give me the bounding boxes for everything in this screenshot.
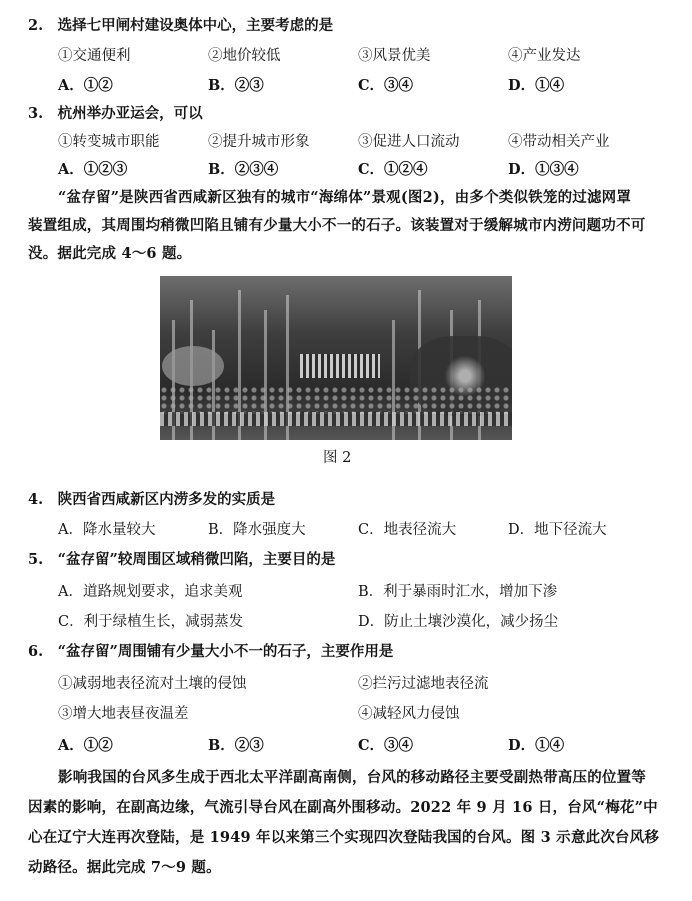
question-2-stem: 2. 选择七甲闸村建设奥体中心，主要考虑的是 <box>28 17 334 34</box>
question-5-stem: 5. “盆存留”较周围区域稍微凹陷，主要目的是 <box>28 551 336 568</box>
q6-option-b: B．②③ <box>208 737 264 754</box>
q3-item-2: ②提升城市形象 <box>208 134 310 150</box>
figure-2-caption: 图 2 <box>323 450 352 466</box>
passage-2-line-4: 动路径。据此完成 7～9 题。 <box>28 859 221 876</box>
figure-2-photo <box>160 276 512 440</box>
q2-option-d: D．①④ <box>508 77 565 94</box>
q3-option-c: C．①②④ <box>358 161 428 178</box>
passage-1-line-3: 没。据此完成 4～6 题。 <box>28 245 192 262</box>
q5-option-b: B．利于暴雨时汇水，增加下渗 <box>358 584 558 600</box>
q3-item-4: ④带动相关产业 <box>508 134 610 150</box>
q2-option-a: A．①② <box>58 77 113 94</box>
q4-option-d: D．地下径流大 <box>508 522 607 538</box>
q6-option-d: D．①④ <box>508 737 565 754</box>
q5-option-a: A．道路规划要求，追求美观 <box>58 584 243 600</box>
q2-item-4: ④产业发达 <box>508 48 581 64</box>
passage-2-line-1: 影响我国的台风多生成于西北太平洋副高南侧，台风的移动路径主要受副热带高压的位置等 <box>58 769 646 786</box>
passage-2-line-2: 因素的影响，在副高边缘，气流引导台风在副高外围移动。2022 年 9 月 16 日，台风“梅花”中 <box>28 799 658 816</box>
question-4-stem: 4. 陕西省西咸新区内涝多发的实质是 <box>28 491 276 508</box>
q3-option-b: B．②③④ <box>208 161 279 178</box>
question-6-stem: 6. “盆存留”周围铺有少量大小不一的石子，主要作用是 <box>28 643 394 660</box>
q4-option-b: B．降水强度大 <box>208 522 306 538</box>
passage-2-line-3: 心在辽宁大连再次登陆，是 1949 年以来第三个实现四次登陆我国的台风。图 3 示意此次台风移 <box>28 829 660 846</box>
q4-option-c: C．地表径流大 <box>358 522 457 538</box>
q4-option-a: A．降水量较大 <box>58 522 156 538</box>
q6-option-a: A．①② <box>58 737 113 754</box>
q6-item-1: ①减弱地表径流对土壤的侵蚀 <box>58 676 247 692</box>
q2-item-2: ②地价较低 <box>208 48 281 64</box>
q2-option-c: C．③④ <box>358 77 414 94</box>
q3-item-3: ③促进人口流动 <box>358 134 460 150</box>
q5-option-c: C．利于绿植生长，减弱蒸发 <box>58 614 244 630</box>
q2-item-1: ①交通便利 <box>58 48 131 64</box>
passage-1-line-1: “盆存留”是陕西省西咸新区独有的城市“海绵体”景观(图2)，由多个类似铁笼的过滤网罩 <box>58 189 632 206</box>
q2-option-b: B．②③ <box>208 77 264 94</box>
passage-1-line-2: 装置组成，其周围均稍微凹陷且铺有少量大小不一的石子。该装置对于缓解城市内涝问题功不可 <box>28 217 646 234</box>
q3-option-a: A．①②③ <box>58 161 128 178</box>
q6-item-4: ④减轻风力侵蚀 <box>358 706 460 722</box>
q6-item-3: ③增大地表昼夜温差 <box>58 706 189 722</box>
question-3-stem: 3. 杭州举办亚运会，可以 <box>28 105 203 122</box>
q2-item-3: ③风景优美 <box>358 48 431 64</box>
q6-option-c: C．③④ <box>358 737 414 754</box>
q3-option-d: D．①③④ <box>508 161 579 178</box>
q5-option-d: D．防止土壤沙漠化，减少扬尘 <box>358 614 559 630</box>
q3-item-1: ①转变城市职能 <box>58 134 160 150</box>
q6-item-2: ②拦污过滤地表径流 <box>358 676 489 692</box>
